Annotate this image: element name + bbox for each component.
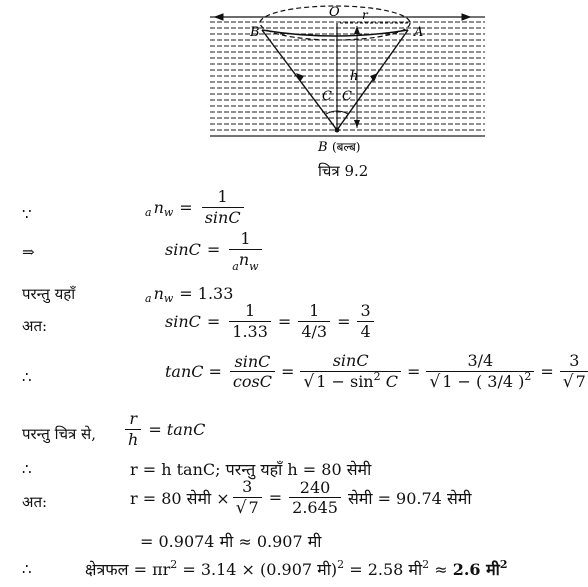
therefore-label-2: अत: (22, 493, 48, 511)
however-here-label: परन्तु यहाँ (22, 285, 76, 303)
equation-9: = 0.9074 मी ≈ 0.907 मी (140, 532, 322, 551)
label-O: O (329, 5, 340, 20)
equation-4: sinC = $\frac{1}{1.33}$ = $\frac{1}{4/3}$ = $\frac{3}{4}$ (165, 302, 377, 340)
label-C-left: C (322, 89, 332, 104)
equation-7: r = h tanC; परन्तु यहाँ h = 80 सेमी (130, 460, 372, 479)
implies-symbol: ⇒ (22, 243, 35, 261)
equation-1: a n w = $\frac{1}{\sin C}$ (145, 188, 247, 226)
equation-6: $\frac{r}{h}$ = tanC (122, 410, 205, 448)
equation-2: sinC = $\frac{1}{_an_w}$ (165, 230, 265, 268)
equation-10: क्षेत्रफल = $\pi r^2 = 3.14 \times (0.907$ मी)$^2$ = 2.58 मी$^2$ ≈ 2.6 मी$^2$ (85, 558, 508, 579)
label-C-right: C (342, 89, 352, 104)
equation-3: a n w = 1.33 (145, 284, 234, 305)
equation-5: tanC = $\frac{\sin C}{\cos C}$ = $\frac{\sin C}{√ 1 - \sin^2 C}$ = $\frac{3/4}{√ 1 - ( 3/4 )^2}$ = $\frac{3}{√ 7}$ (165, 352, 588, 391)
therefore-symbol-3: ∴ (22, 560, 32, 578)
label-r: r (362, 8, 368, 22)
label-B-bottom: B (318, 140, 328, 155)
label-B-left: B (250, 25, 260, 40)
therefore-symbol-2: ∴ (22, 460, 32, 478)
therefore-label: अत: (22, 317, 48, 335)
refraction-figure (0, 0, 588, 160)
label-bulb: (बल्ब) (332, 140, 361, 154)
equation-8: r = 80 सेमी × $\frac{3}{√ 7}$ = $\frac{240}{2.645}$ सेमी = 90.74 सेमी (130, 477, 472, 518)
fraction: $\frac{1}{\sin C}$ (202, 188, 244, 226)
from-figure-label: परन्तु चित्र से, (22, 425, 96, 443)
final-answer: 2.6 मी (452, 560, 500, 579)
fraction: $\frac{1}{_an_w}$ (229, 230, 261, 268)
label-h: h (350, 69, 359, 84)
therefore-symbol: ∴ (22, 368, 32, 386)
figure-caption: चित्र 9.2 (318, 162, 369, 180)
because-symbol: ∵ (22, 205, 32, 223)
label-A: A (414, 25, 424, 40)
